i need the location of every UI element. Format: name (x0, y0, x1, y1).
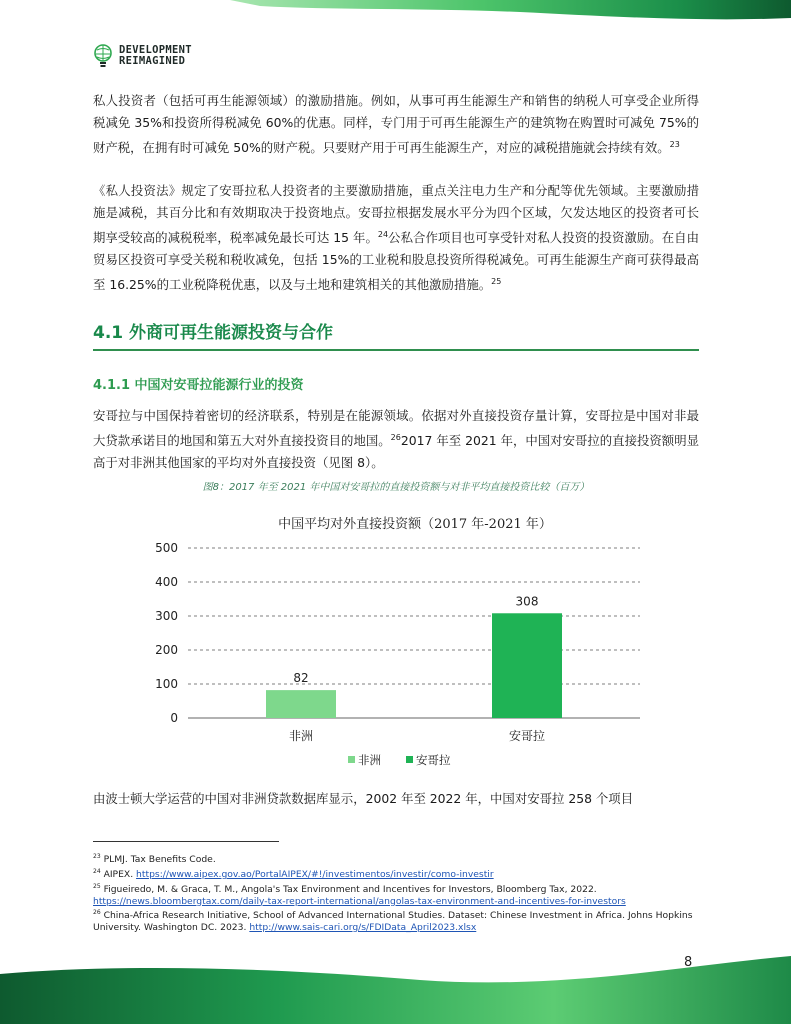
footnote-26 (93, 907, 699, 933)
footnote-number: 24 (93, 868, 101, 875)
paragraph-text: 《私人投资法》规定了安哥拉私人投资者的主要激励措施，重点关注电力生产和分配等优先领域。主要激励措施是减税，其百分比和有效期取决于投资地点。安哥拉根据发展水平分为四个区域，欠发达地区的投资者可长期享受较高的减税税率，税率减免最长可达 15 年。 (93, 183, 699, 246)
brand-logo (93, 44, 192, 68)
logo-line-2: REIMAGINED (119, 55, 186, 67)
top-decorative-band (0, 0, 791, 24)
bottom-decorative-band (0, 944, 791, 1024)
footnote-text: AIPEX. (103, 869, 137, 881)
logo-wordmark (119, 45, 192, 67)
data-label: 308 (515, 594, 539, 609)
data-label: 82 (293, 671, 309, 686)
legend-label: 安哥拉 (416, 753, 451, 767)
paragraph-china-angola (93, 405, 699, 474)
footnote-text: China-Africa Research Initiative, School of Advanced International Studies. Dataset: Chinese Investment in Africa. Johns Hopkins University. Washington DC. 2023. (93, 910, 693, 933)
paragraph-text: 私人投资者（包括可再生能源领域）的激励措施。例如，从事可再生能源生产和销售的纳税人可享受企业所得税减免 35%和投资所得税减免 60%的优惠。同样，专门用于可再生能源生产的建筑物在购置时可减免 75%的财产税，在拥有时可减免 50%的财产税。只要财产用于可再生能源生产，对应的减税措施就会持续有效。 (93, 93, 699, 156)
paragraph-loan-database: 由波士顿大学运营的中国对非洲贷款数据库显示，2002 年至 2022 年，中国对安哥拉 258 个项目 (93, 791, 634, 806)
paragraph-text: 安哥拉与中国保持着密切的经济联系，特别是在能源领域。依据对外直接投资存量计算，安哥拉是中国对非最大贷款承诺目的地国和第五大对外直接投资目的地国。 (93, 408, 699, 449)
bar-angola (492, 613, 562, 718)
legend-swatch (406, 756, 413, 763)
footnote-ref[interactable]: 24 (377, 230, 389, 239)
bar-africa (266, 690, 336, 718)
page-number: 8 (684, 955, 693, 970)
paragraph-text: 2017 年至 2021 年，中国对安哥拉的直接投资额明显高于对非洲其他国家的平均对外直接投资（见图 8）。 (93, 433, 699, 471)
footnote-ref[interactable]: 25 (491, 277, 502, 287)
lightbulb-globe-icon (93, 44, 113, 68)
paragraph-text: 公私合作项目也可享受针对私人投资的投资激励。在自由贸易区投资可享受关税和税收减免，包括 15%的工业税和股息投资所得税减免。可再生能源生产商可获得最高至 16.25%的工业税降税优惠，以及与土地和建筑相关的其他激励措施。 (93, 230, 699, 293)
paragraph-incentives (93, 90, 699, 159)
y-tick-label: 100 (155, 677, 178, 691)
footnote-number: 26 (93, 909, 101, 916)
footnote-23 (93, 851, 699, 866)
footnote-link[interactable]: http://www.sais-cari.org/s/FDIData_April2023.xlsx (249, 921, 477, 933)
footnote-ref[interactable]: 26 (390, 433, 401, 442)
footnote-ref[interactable]: 23 (669, 140, 680, 149)
footnote-link[interactable]: https://www.aipex.gov.ao/PortalAIPEX/#!/investimentos/investir/como-investir (136, 869, 494, 881)
footnote-text: Figueiredo, M. & Graca, T. M., Angola's Tax Environment and Incentives for Investors, Bloomberg Tax, 2022. (103, 884, 597, 896)
fdi-bar-chart (140, 508, 660, 780)
footnote-text: PLMJ. Tax Benefits Code. (103, 854, 216, 866)
legend-label: 非洲 (358, 753, 381, 767)
logo-line-1: DEVELOPMENT (119, 44, 192, 56)
section-heading: 4.1 外商可再生能源投资与合作 (93, 318, 699, 351)
y-tick-label: 0 (170, 711, 178, 725)
x-tick-label: 安哥拉 (508, 729, 546, 743)
paragraph-private-investment-law (93, 180, 699, 296)
x-tick-label: 非洲 (288, 729, 314, 743)
footnote-divider (93, 841, 279, 842)
footnote-number: 23 (93, 853, 101, 860)
y-tick-label: 300 (155, 609, 178, 623)
y-tick-label: 500 (155, 541, 178, 555)
footnote-25 (93, 881, 699, 907)
y-tick-label: 200 (155, 643, 178, 657)
chart-title: 中国平均对外直接投资额（2017 年-2021 年） (278, 517, 552, 532)
footnote-number: 25 (93, 883, 101, 890)
y-tick-label: 400 (155, 575, 178, 589)
footnote-link[interactable]: https://news.bloombergtax.com/daily-tax-report-international/angolas-tax-environment-and-incentives-for-investors (93, 895, 626, 907)
figure-caption: 图8：2017 年至 2021 年中国对安哥拉的直接投资额与对非平均直接投资比较（百万） (202, 482, 590, 493)
legend-swatch (348, 756, 355, 763)
footnote-24 (93, 866, 699, 881)
subsection-heading: 4.1.1 中国对安哥拉能源行业的投资 (93, 378, 304, 393)
